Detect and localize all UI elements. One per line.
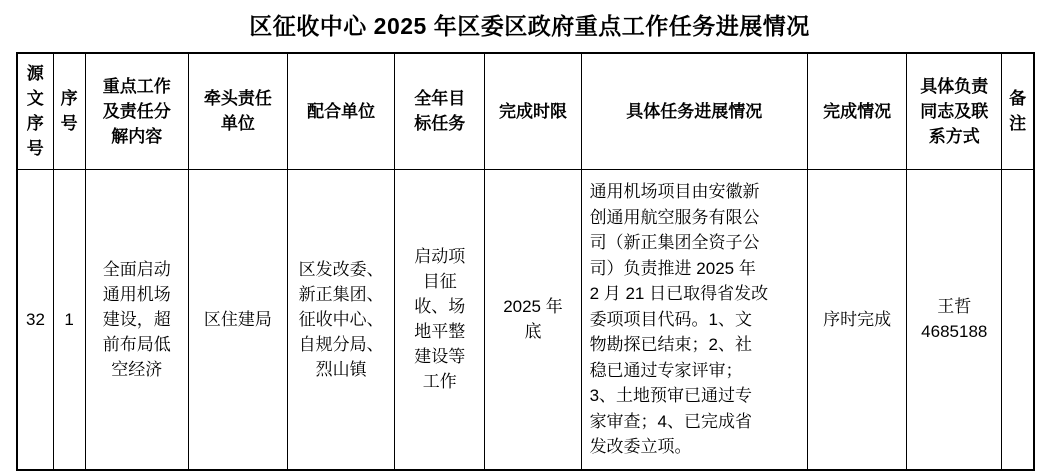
cell-source-doc-no: 32 [17,169,53,470]
cell-key-task-content: 全面启动通用机场建设，超前布局低空经济 [85,169,188,470]
cell-remark [1002,169,1034,470]
header-seq-no: 序号 [53,53,85,169]
header-remark: 备注 [1002,53,1034,169]
responsible-person-name: 王哲 [937,297,972,317]
responsible-person-phone: 4685188 [921,322,988,342]
cell-completion-status: 序时完成 [808,169,907,470]
header-lead-unit: 牵头责任单位 [188,53,287,169]
header-responsible-contact: 具体负责同志及联系方式 [907,53,1002,169]
cell-responsible-contact [907,169,1002,470]
table-header-row [17,53,1034,169]
progress-table [16,52,1035,471]
header-source-doc-no: 源文序号 [17,53,53,169]
cell-deadline: 2025 年底 [485,169,581,470]
header-key-task-content: 重点工作及责任分解内容 [85,53,188,169]
table-row [17,169,1034,470]
cell-progress-detail: 通用机场项目由安徽新创通用航空服务有限公司（新正集团全资子公司）负责推进 2025 年 2 月 21 日已取得省发改委项项目代码。1、文物勘探已结束；2、社稳已通过专家评审；3、土地预审已通过专家审查；4、已完成省发改委立项。 [581,169,807,470]
cell-cooperating-units: 区发改委、新正集团、征收中心、自规分局、烈山镇 [288,169,395,470]
page-title: 区征收中心 2025 年区委区政府重点工作任务进展情况 [249,13,810,39]
cell-annual-target: 启动项目征收、场地平整建设等工作 [395,169,485,470]
header-completion-status: 完成情况 [808,53,907,169]
header-progress-detail: 具体任务进展情况 [581,53,807,169]
cell-lead-unit: 区住建局 [188,169,287,470]
header-cooperating-units: 配合单位 [288,53,395,169]
header-deadline: 完成时限 [485,53,581,169]
header-annual-target: 全年目标任务 [395,53,485,169]
cell-seq-no: 1 [53,169,85,470]
